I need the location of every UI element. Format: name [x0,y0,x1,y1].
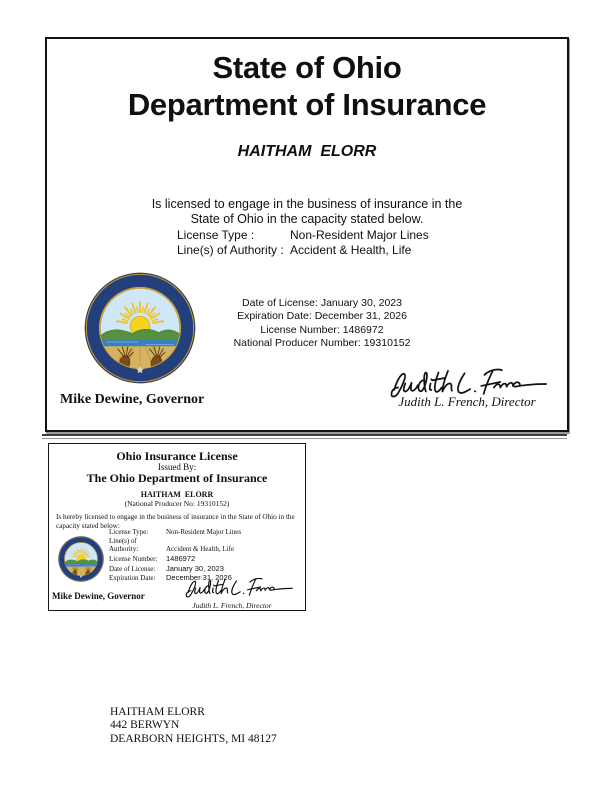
license-statement-line2: State of Ohio in the capacity stated below. [190,211,424,226]
license-number-label: License Number: [260,324,340,336]
card-title: Ohio Insurance License [116,449,238,463]
card-date-of-license-label: Date of License: [109,564,156,573]
card-license-type-row [109,528,241,536]
certificate-title-line1: State of Ohio [212,50,402,85]
licensee-name: HAITHAM ELORR [237,143,377,160]
card-authority-value: Accident & Health, Life [166,545,235,553]
card-license-number-row [109,554,195,563]
card-expiration-value: December 31, 2026 [166,573,232,582]
license-statement-line1: Is licensed to engage in the business of insurance in the [151,197,463,211]
card-director-name: Judith L. French, Director [192,601,272,610]
card-statement: Is hereby licensed to engage in the business of insurance in the State of Ohio in the capacity stated below: [56,513,295,530]
certificate [45,37,569,432]
license-statement [47,197,567,226]
national-producer-number-line [182,337,462,350]
license-number-line [182,324,462,337]
expiration-date-line [182,310,462,323]
expiration-date-value: December 31, 2026 [314,309,407,322]
npn-label: National Producer Number: [233,336,361,349]
authority-value: Accident & Health, Life [290,243,412,257]
certificate-title-line2: Department of Insurance [127,87,487,122]
governor-name: Mike Dewine, Governor [60,392,205,407]
card-governor-name: Mike Dewine, Governor [52,591,145,601]
npn-value: 19310152 [363,336,411,349]
authority-label: Line(s) of Authority : [177,243,284,257]
card-license-number-label: License Number: [109,555,158,563]
license-type-row [177,228,429,242]
wallet-license-card [48,443,306,611]
card-expiration-label: Expiration Date: [109,574,156,582]
card-department: The Ohio Department of Insurance [86,471,268,485]
director-name: Judith L. French, Director [398,394,536,409]
card-authority-row [109,537,234,553]
card-director-signature [179,574,297,600]
ohio-department-seal-icon [84,272,196,384]
expiration-date-label: Expiration Date: [237,309,312,322]
date-of-license-label: Date of License: [242,297,318,309]
license-details [182,297,462,349]
card-npn-line: (National Producer No: 19310152) [124,499,230,508]
card-license-type-value: Non-Resident Major Lines [166,528,242,536]
card-date-of-license-row [109,564,224,573]
license-type-value: Non-Resident Major Lines [290,228,429,242]
mailing-address [110,706,277,746]
mailing-address-line1: HAITHAM ELORR [110,706,205,718]
date-of-license-value: January 30, 2023 [320,297,402,309]
mailing-address-line3: DEARBORN HEIGHTS, MI 48127 [110,732,277,745]
authority-row [177,243,411,257]
card-issued-by: Issued By: [157,462,197,472]
ohio-department-seal-small-icon [58,536,104,582]
card-license-type-label: License Type: [109,528,149,536]
page-divider [42,434,567,439]
license-number-value: 1486972 [342,324,384,336]
card-date-of-license-value: January 30, 2023 [166,563,224,573]
mailing-address-line2: 442 BERWYN [110,719,180,732]
date-of-license-line [182,297,462,310]
card-license-number-value: 1486972 [166,554,196,563]
card-licensee-name: HAITHAM ELORR [140,490,214,499]
license-type-label: License Type : [177,228,255,242]
card-authority-label: Line(s) of Authority: [109,537,139,553]
